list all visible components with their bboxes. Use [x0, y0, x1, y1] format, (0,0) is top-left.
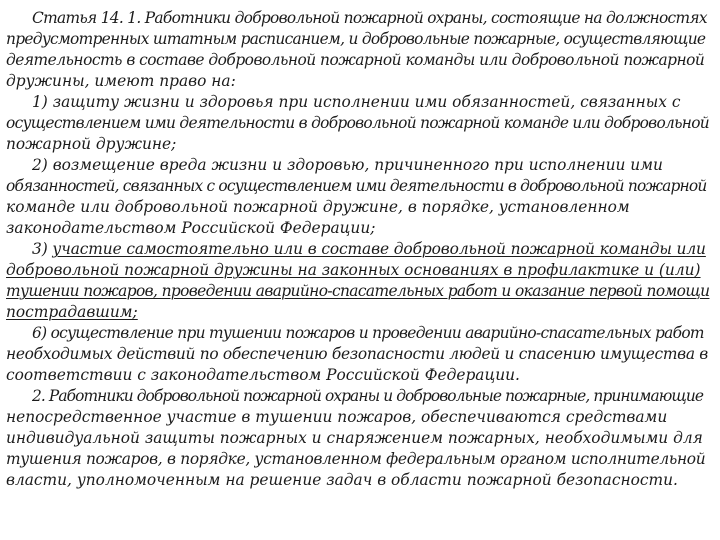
- list-item-3-underlined: [6, 239, 710, 323]
- text-line: [6, 239, 710, 260]
- underlined-text: тушении пожаров, проведении аварийно-спасательных работ и оказание первой помощи: [6, 282, 710, 300]
- underlined-text: пострадавшим;: [6, 303, 138, 321]
- list-item-2: [6, 155, 710, 239]
- text-line: деятельность в составе добровольной пожарной команды или добровольной пожарной: [6, 51, 705, 69]
- item-number: 3): [32, 240, 48, 258]
- text-line: 2. Работники добровольной пожарной охраны и добровольные пожарные, принимающие: [32, 387, 704, 405]
- text-line: соответствии с законодательством Российской Федерации.: [6, 366, 520, 384]
- article-intro-paragraph: [6, 8, 710, 92]
- text-line: обязанностей, связанных с осуществлением ими деятельности в добровольной пожарной: [6, 177, 707, 195]
- underlined-text: добровольной пожарной дружины на законных основаниях в профилактике и (или): [6, 261, 701, 279]
- text-line: [6, 260, 710, 281]
- text-line: пожарной дружине;: [6, 135, 177, 153]
- text-line: законодательством Российской Федерации;: [6, 219, 376, 237]
- text-line: 6) осуществление при тушении пожаров и проведении аварийно-спасательных работ: [32, 324, 704, 342]
- text-line: власти, уполномоченным на решение задач в области пожарной безопасности.: [6, 471, 678, 489]
- list-item-6: [6, 323, 710, 386]
- text-line: [6, 302, 710, 323]
- list-item-1: [6, 92, 710, 155]
- text-line: индивидуальной защиты пожарных и снаряжением пожарных, необходимыми для: [6, 429, 703, 447]
- text-line: необходимых действий по обеспечению безопасности людей и спасению имущества в: [6, 345, 708, 363]
- text-line: 1) защиту жизни и здоровья при исполнении ими обязанностей, связанных с: [32, 93, 681, 111]
- text-line: тушения пожаров, в порядке, установленном федеральным органом исполнительной: [6, 450, 706, 468]
- text-line: предусмотренных штатным расписанием, и добровольные пожарные, осуществляющие: [6, 30, 706, 48]
- text-line: осуществлением ими деятельности в добровольной пожарной команде или добровольной: [6, 114, 710, 132]
- text-line: Статья 14. 1. Работники добровольной пожарной охраны, состоящие на должностях: [32, 9, 707, 27]
- text-line: 2) возмещение вреда жизни и здоровью, причиненного при исполнении ими: [32, 156, 663, 174]
- text-line: непосредственное участие в тушении пожаров, обеспечиваются средствами: [6, 408, 668, 426]
- text-line: команде или добровольной пожарной дружине, в порядке, установленном: [6, 198, 630, 216]
- article-part-2-paragraph: [6, 386, 710, 491]
- underlined-text: участие самостоятельно или в составе добровольной пожарной команды или: [52, 240, 706, 258]
- text-line: [6, 281, 710, 302]
- text-line: дружины, имеют право на:: [6, 72, 236, 90]
